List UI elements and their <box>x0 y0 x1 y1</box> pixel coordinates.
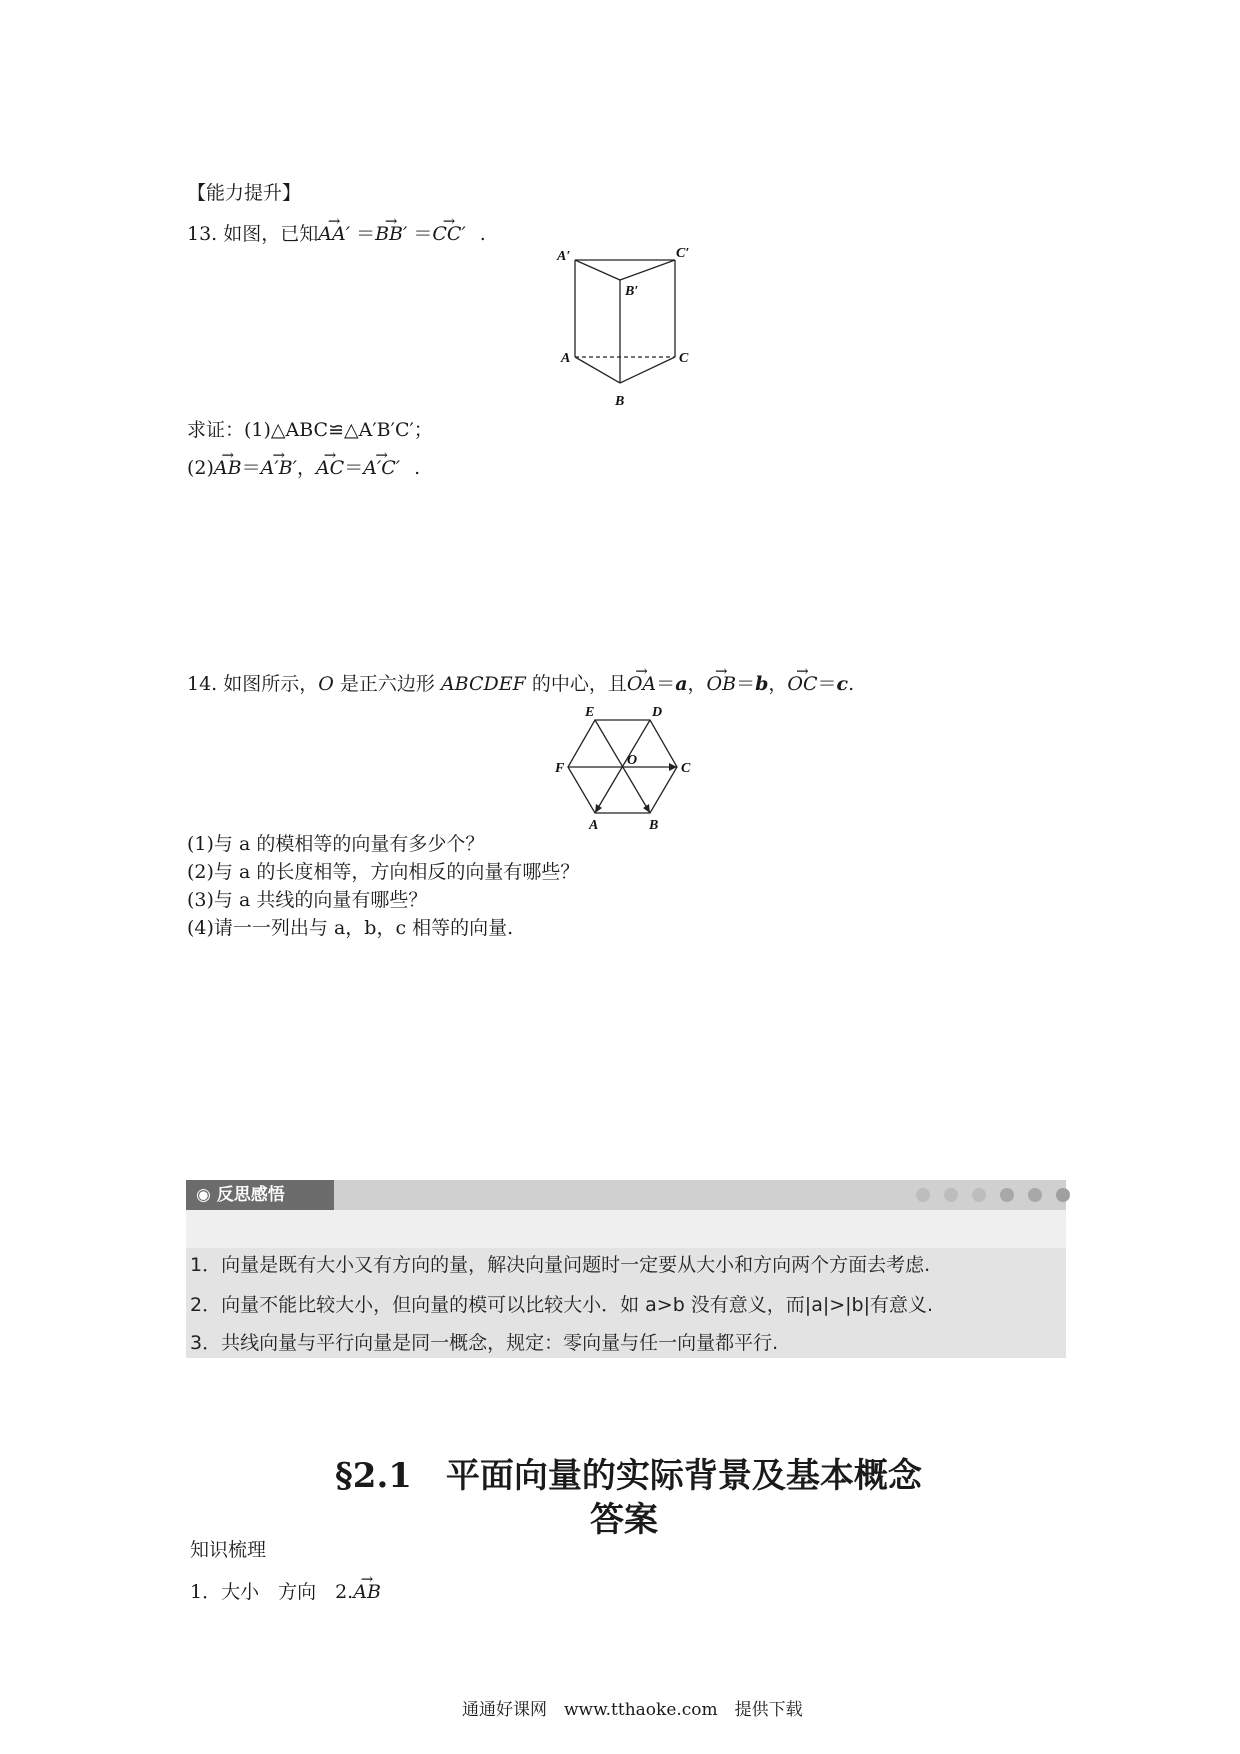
decor-dot <box>1028 1188 1042 1202</box>
vector-bb-prime: → BB′ <box>375 222 407 246</box>
decor-dot <box>1000 1188 1014 1202</box>
vector-ab: → AB <box>214 456 242 480</box>
hex-label-o: O <box>627 753 638 768</box>
vector-aa-prime: → AA′ <box>318 222 350 246</box>
q14-item-2: (2)与 a 的长度相等，方向相反的向量有哪些？ <box>187 861 580 883</box>
vector-ob: → OB <box>707 672 737 696</box>
hex-label-e: E <box>585 705 595 720</box>
hex-label-d: D <box>652 705 663 720</box>
prism-label-c: C <box>679 351 689 366</box>
page-footer: 通通好课网 www.tthaoke.com 提供下载 <box>462 1700 803 1720</box>
decor-dot <box>916 1188 930 1202</box>
vector-cc-prime: → CC′ <box>432 222 465 246</box>
decor-dot <box>972 1188 986 1202</box>
reflection-line-3: 3．共线向量与平行向量是同一概念，规定：零向量与任一向量都平行. <box>190 1332 779 1354</box>
answer-title: §2.1 平面向量的实际背景及基本概念 <box>335 1456 922 1496</box>
hex-label-c: C <box>681 761 691 776</box>
prism-label-a: A <box>561 351 571 366</box>
q13-prove-part1: 求证：(1)△ABC≌△A′B′C′； <box>187 419 433 441</box>
decor-dot <box>1056 1188 1070 1202</box>
hexagon-figure <box>555 705 705 830</box>
answer-line-1: 1．大小 方向 2.→ AB <box>190 1580 381 1604</box>
q14-item-1: (1)与 a 的模相等的向量有多少个？ <box>187 833 485 855</box>
vector-oa: → OA <box>627 672 656 696</box>
reflection-line-1: 1．向量是既有大小又有方向的量，解决向量问题时一定要从大小和方向两个方面去考虑. <box>190 1254 931 1276</box>
vector-ab-answer: → AB <box>353 1580 381 1604</box>
reflection-tab: ◉ 反思感悟 <box>186 1180 334 1210</box>
reflection-header <box>186 1180 1066 1210</box>
prism-label-c-prime: C′ <box>676 246 690 261</box>
vector-ac: → AC <box>316 456 344 480</box>
question-14-statement: 14. 如图所示，O 是正六边形 ABCDEF 的中心，且→ OA＝a，→ OB＝b，→ OC＝c. <box>187 672 854 696</box>
reflection-bar <box>334 1180 1066 1210</box>
vector-a-prime-b-prime: → A′B′ <box>261 456 297 480</box>
hex-label-a: A <box>589 818 599 830</box>
prism-label-b-prime: B′ <box>625 284 639 299</box>
decor-dot <box>944 1188 958 1202</box>
section-heading: 【能力提升】 <box>187 182 302 204</box>
reflection-spacer <box>186 1210 1066 1248</box>
answer-subtitle: 答案 <box>590 1500 658 1540</box>
q14-item-4: (4)请一一列出与 a，b，c 相等的向量. <box>187 917 514 939</box>
vector-a-prime-c-prime: → A′C′ <box>363 456 400 480</box>
prism-figure <box>555 245 695 415</box>
prism-label-b: B <box>615 394 625 409</box>
vector-oc: → OC <box>787 672 817 696</box>
knowledge-heading: 知识梳理 <box>190 1539 267 1561</box>
hex-label-b: B <box>649 818 659 830</box>
prism-label-a-prime: A′ <box>557 249 571 264</box>
question-13-statement: 13. 如图，已知→ AA′ ＝→ BB′ ＝→ CC′ . <box>187 222 486 246</box>
hex-label-f: F <box>555 761 565 776</box>
q13-prove-part2: (2)→ AB＝→ A′B′，→ AC＝→ A′C′ . <box>187 456 420 480</box>
reflection-line-2: 2．向量不能比较大小，但向量的模可以比较大小．如 a>b 没有意义，而|a|>|b|有意义. <box>190 1294 934 1316</box>
q14-item-3: (3)与 a 共线的向量有哪些？ <box>187 889 428 911</box>
